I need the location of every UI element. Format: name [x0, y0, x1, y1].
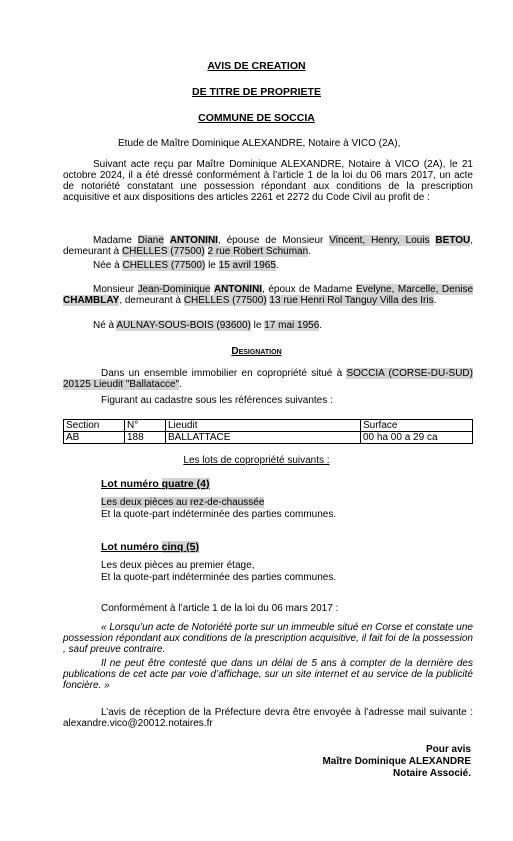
person1-end: . [308, 246, 311, 257]
lot4-title [101, 478, 210, 490]
lot5-line1: Les deux pièces au premier étage, [101, 560, 255, 571]
lot5-title-prefix: Lot numéro [101, 541, 159, 553]
table-cell: AB [64, 432, 125, 444]
person1-lastname: ANTONINI [169, 235, 218, 246]
table-header-cell: Section [64, 420, 125, 432]
person1-born-date: 15 avril 1965 [218, 260, 276, 271]
table-cell: 188 [125, 432, 166, 444]
person1-birth [93, 260, 279, 271]
table-header-cell: Surface [361, 420, 473, 432]
person2-paragraph [63, 284, 473, 306]
person2-prefix: Monsieur [93, 284, 135, 295]
person1-spouse-first: Vincent, Henry, Louis [329, 235, 430, 246]
designation-end: . [179, 379, 182, 390]
person1-city: CHELLES (77500) [121, 246, 205, 257]
table-header-cell: N° [125, 420, 166, 432]
signature-pour-avis: Pour avis [425, 744, 471, 755]
person2-born-end: . [319, 320, 323, 331]
person1-address: 2 rue Robert Schuman [207, 246, 309, 257]
person2-born-date: 17 mai 1956 [264, 320, 320, 331]
title-titre: DE TITRE DE PROPRIETE [192, 86, 321, 98]
person1-born-prefix: Née à [93, 260, 120, 271]
intro-paragraph: Suivant acte reçu par Maître Dominique ALEXANDRE, Notaire à VICO (2A), le 21 octobre 2024, il a été dressé conformément à l’article 1 de la loi du 06 mars 2017, un acte de notoriété constatant une possession répondant aux conditions de la prescription acquisitive et aux dispositions des articles 2261 et 2272 du Code Civil au profit de : [63, 159, 473, 203]
designation-location: SOCCIA (CORSE-DU-SUD) 20125 Lieudit "Ballatacce" [63, 368, 473, 390]
person1-born-city: CHELLES (77500) [122, 260, 206, 271]
person2-address: 13 rue Henri Rol Tanguy Villa des Iris [269, 295, 434, 306]
person2-born-prefix: Né à [93, 320, 115, 331]
etude-line: Etude de Maître Dominique ALEXANDRE, Notaire à VICO (2A), [118, 138, 401, 149]
designation-text: Dans un ensemble immobilier en copropriété situé à [101, 368, 343, 379]
person2-mid1: , époux de Madame [262, 284, 353, 295]
person1-spouse-last: BETOU [435, 235, 471, 246]
lot4-description: Les deux pièces au rez-de-chaussée [101, 497, 265, 508]
cadastre-line: Figurant au cadastre sous les références suivantes : [101, 395, 333, 406]
quote-paragraph-2: Il ne peut être contesté que dans un délai de 5 ans à compter de la dernière des publications de cet acte par voie d’affichage, sur un site internet et au service de la publicité foncière. » [63, 658, 473, 691]
person2-born-city: AULNAY-SOUS-BOIS (93600) [116, 320, 251, 331]
person1-mid1: , épouse de Monsieur [217, 235, 324, 246]
signature-name: Maître Dominique ALEXANDRE [322, 756, 471, 767]
person1-paragraph [63, 235, 473, 257]
person1-prefix: Madame [93, 235, 132, 246]
lot4-line1 [101, 497, 264, 508]
person2-birth [93, 320, 322, 331]
quote-paragraph-1: « Lorsqu’un acte de Notoriété porte sur un immeuble situé en Corse et constate une possession répondant aux conditions de la prescription acquisitive, il fait foi de la possession , sauf preuve contraire. [63, 622, 473, 655]
title-avis: AVIS DE CREATION [207, 60, 306, 72]
cadastre-table [63, 419, 473, 444]
person1-born-end: . [275, 260, 279, 271]
lot4-title-prefix: Lot numéro [101, 478, 159, 490]
lot4-line2: Et la quote-part indéterminée des parties communes. [101, 509, 337, 520]
lot4-title-num: quatre (4) [161, 478, 210, 490]
lots-heading: Les lots de copropriété suivants : [183, 455, 330, 466]
title-commune: COMMUNE DE SOCCIA [198, 112, 315, 124]
table-header-row [64, 420, 473, 432]
person1-mid2: , demeurant à [63, 235, 474, 257]
lot5-title-num: cinq (5) [161, 541, 200, 553]
lot5-title [101, 541, 199, 553]
conform-line: Conformément à l’article 1 de la loi du 06 mars 2017 : [101, 603, 339, 614]
table-row [64, 432, 473, 444]
person2-spouse-first: Evelyne, Marcelle, Denise [356, 284, 474, 295]
person1-born-mid: le [208, 260, 216, 271]
person1-firstname: Diane [137, 235, 164, 246]
person2-mid2: , demeurant à [119, 295, 182, 306]
table-cell: BALLATTACE [166, 432, 361, 444]
designation-paragraph [63, 368, 473, 390]
table-header-cell: Lieudit [166, 420, 361, 432]
lot5-line2: Et la quote-part indéterminée des parties communes. [101, 572, 337, 583]
signature-title: Notaire Associé. [393, 768, 471, 779]
table-cell: 00 ha 00 a 29 ca [361, 432, 473, 444]
person2-end: . [433, 295, 437, 306]
person2-spouse-last: CHAMBLAY [63, 295, 120, 306]
person2-lastname: ANTONINI [213, 284, 263, 295]
person2-born-mid: le [253, 320, 262, 331]
reception-paragraph: L’avis de réception de la Préfecture devra être envoyée à l’adresse mail suivante : alexandre.vico@20012.notaires.fr [63, 707, 473, 729]
person2-firstname: Jean-Dominique [137, 284, 211, 295]
person2-city: CHELLES (77500) [183, 295, 267, 306]
designation-heading: Designation [231, 346, 282, 357]
